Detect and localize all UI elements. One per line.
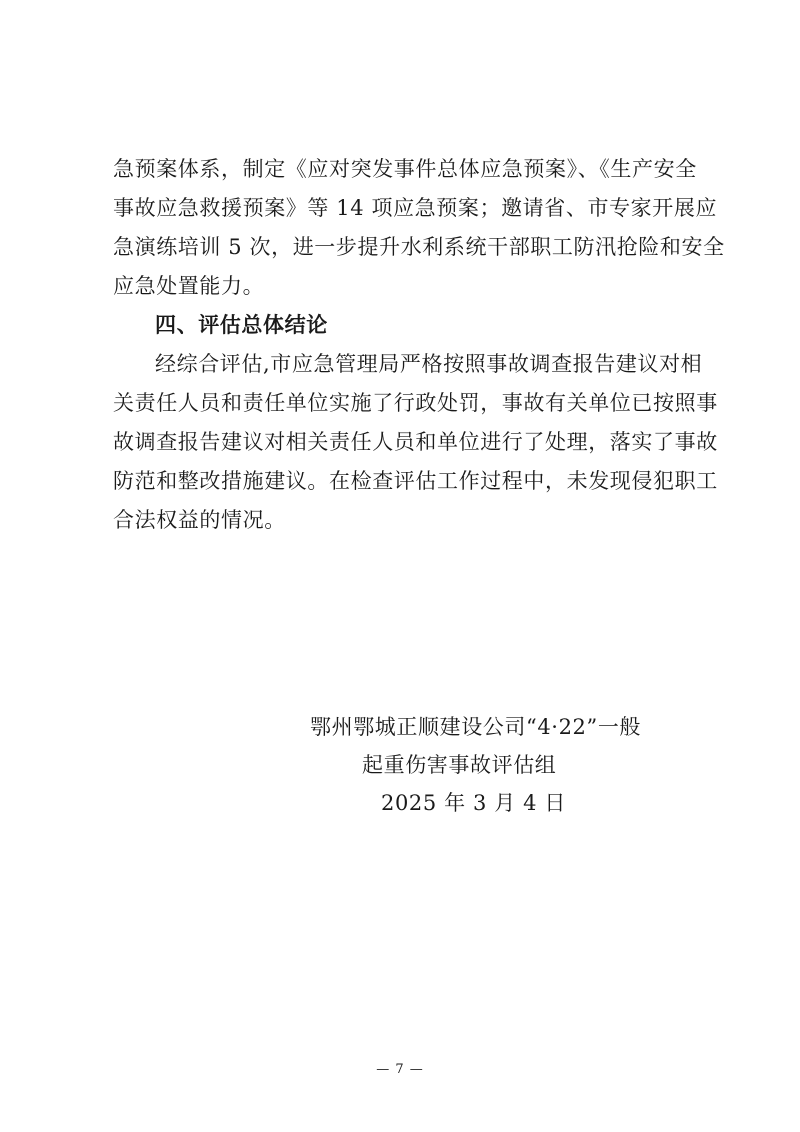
page-number: — 7 — [376, 1062, 424, 1077]
conclusion-line: 关责任人员和责任单位实施了行政处罚，事故有关单位已按照事 [113, 391, 718, 415]
paragraph-line: 事故应急救援预案》等 14 项应急预案；邀请省、市专家开展应 [113, 196, 718, 220]
conclusion-line: 防范和整改措施建议。在检查评估工作过程中，未发现侵犯职工 [113, 469, 718, 493]
signature-block [300, 708, 680, 822]
conclusion-line: 经综合评估,市应急管理局严格按照事故调查报告建议对相 [155, 352, 703, 376]
paragraph-line: 急演练培训 5 次，进一步提升水利系统干部职工防汛抢险和安全 [113, 235, 725, 259]
paragraph-line: 急预案体系，制定《应对突发事件总体应急预案》、《生产安全 [113, 157, 697, 181]
signature-group: 起重伤害事故评估组 [362, 753, 557, 777]
section-heading: 四、评估总体结论 [155, 313, 328, 337]
paragraph-line: 应急处置能力。 [113, 274, 265, 298]
signature-date: 2025 年 3 月 4 日 [381, 791, 566, 815]
conclusion-line: 合法权益的情况。 [113, 508, 286, 532]
document-body [113, 150, 725, 540]
signature-organization: 鄂州鄂城正顺建设公司“4·22”一般 [310, 715, 642, 739]
conclusion-line: 故调查报告建议对相关责任人员和单位进行了处理，落实了事故 [113, 430, 718, 454]
